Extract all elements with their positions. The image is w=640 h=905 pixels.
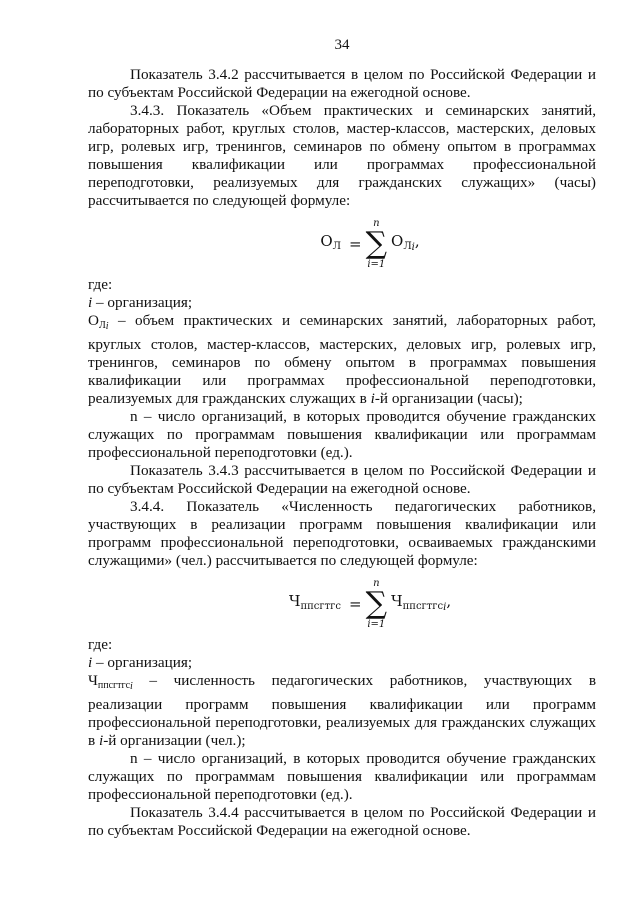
formula-ch-lhs: $Ч_{ппсгтгс}$ [288,592,341,612]
paragraph-3-4-3-note: Показатель 3.4.3 рассчитывается в целом по Российской Федерации и по субъектам Российской Федерации на ежегодной основе. [88,462,596,497]
def-n-1: n – число организаций, в которых проводится обучение гражданских служащих по программам повышения квалификации или программам профессиональной переподготовки (ед.). [88,408,596,461]
formula-ol [88,214,596,274]
formula-ch-sum: n ∑ i=1 [365,577,387,630]
formula-ch [88,574,596,634]
paragraph-3-4-2-note: Показатель 3.4.2 рассчитывается в целом по Российской Федерации и по субъектам Российской Федерации на ежегодной основе. [88,66,596,101]
where-label-2: где: [88,636,113,653]
formula-ch-equals: = [349,595,362,613]
def-i-1: i – организация; [88,294,193,311]
formula-ch-term: $Ч_{ппсгтгсi}$, [391,591,452,613]
page-number: 34 [334,37,350,53]
paragraph-3-4-3: 3.4.3. Показатель «Объем практических и семинарских занятий, лабораторных работ, круглых столов, мастер-классов, мастерских, деловых игр, ролевых игр, тренингов, семинаров по обмену опытом в программах повышения квалификации или программах профессиональной переподготовки, реализуемых для гражданских служащих» (часы) рассчитывается по следующей формуле: [88,102,596,209]
where-label-1: где: [88,276,113,293]
def-ol: $О_{Лi}$ – объем практических и семинарских занятий, лабораторных работ, круглых столов, мастер-классов, мастерских, деловых игр, ролевых игр, тренингов, семинаров по обмену опытом в программах повышения квалификации или программах профессиональной переподготовки, реализуемых для гражданских служащих в i-й организации (часы); [88,312,596,407]
def-n-2: n – число организаций, в которых проводится обучение гражданских служащих по программам повышения квалификации или программам профессиональной переподготовки (ед.). [88,750,596,803]
formula-ol-lhs: $О_Л$ [320,232,341,252]
def-i-2: i – организация; [88,654,193,671]
formula-ol-term: $О_{Лi}$, [391,231,420,253]
paragraph-3-4-4-note: Показатель 3.4.4 рассчитывается в целом по Российской Федерации и по субъектам Российской Федерации на ежегодной основе. [88,804,596,839]
paragraph-3-4-4: 3.4.4. Показатель «Численность педагогических работников, участвующих в реализации программ повышения квалификации или программ профессиональной переподготовки, осваиваемых гражданскими служащими» (чел.) рассчитывается по следующей формуле: [88,498,596,569]
formula-ol-sum: n ∑ i=1 [365,217,387,270]
def-ch: $Ч_{ппсгтгсi}$ – численность педагогических работников, участвующих в реализации программ повышения квалификации или программ профессиональной переподготовки, реализуемых для гражданских служащих в i-й организации (чел.); [88,672,596,749]
formula-ol-equals: = [349,235,362,253]
